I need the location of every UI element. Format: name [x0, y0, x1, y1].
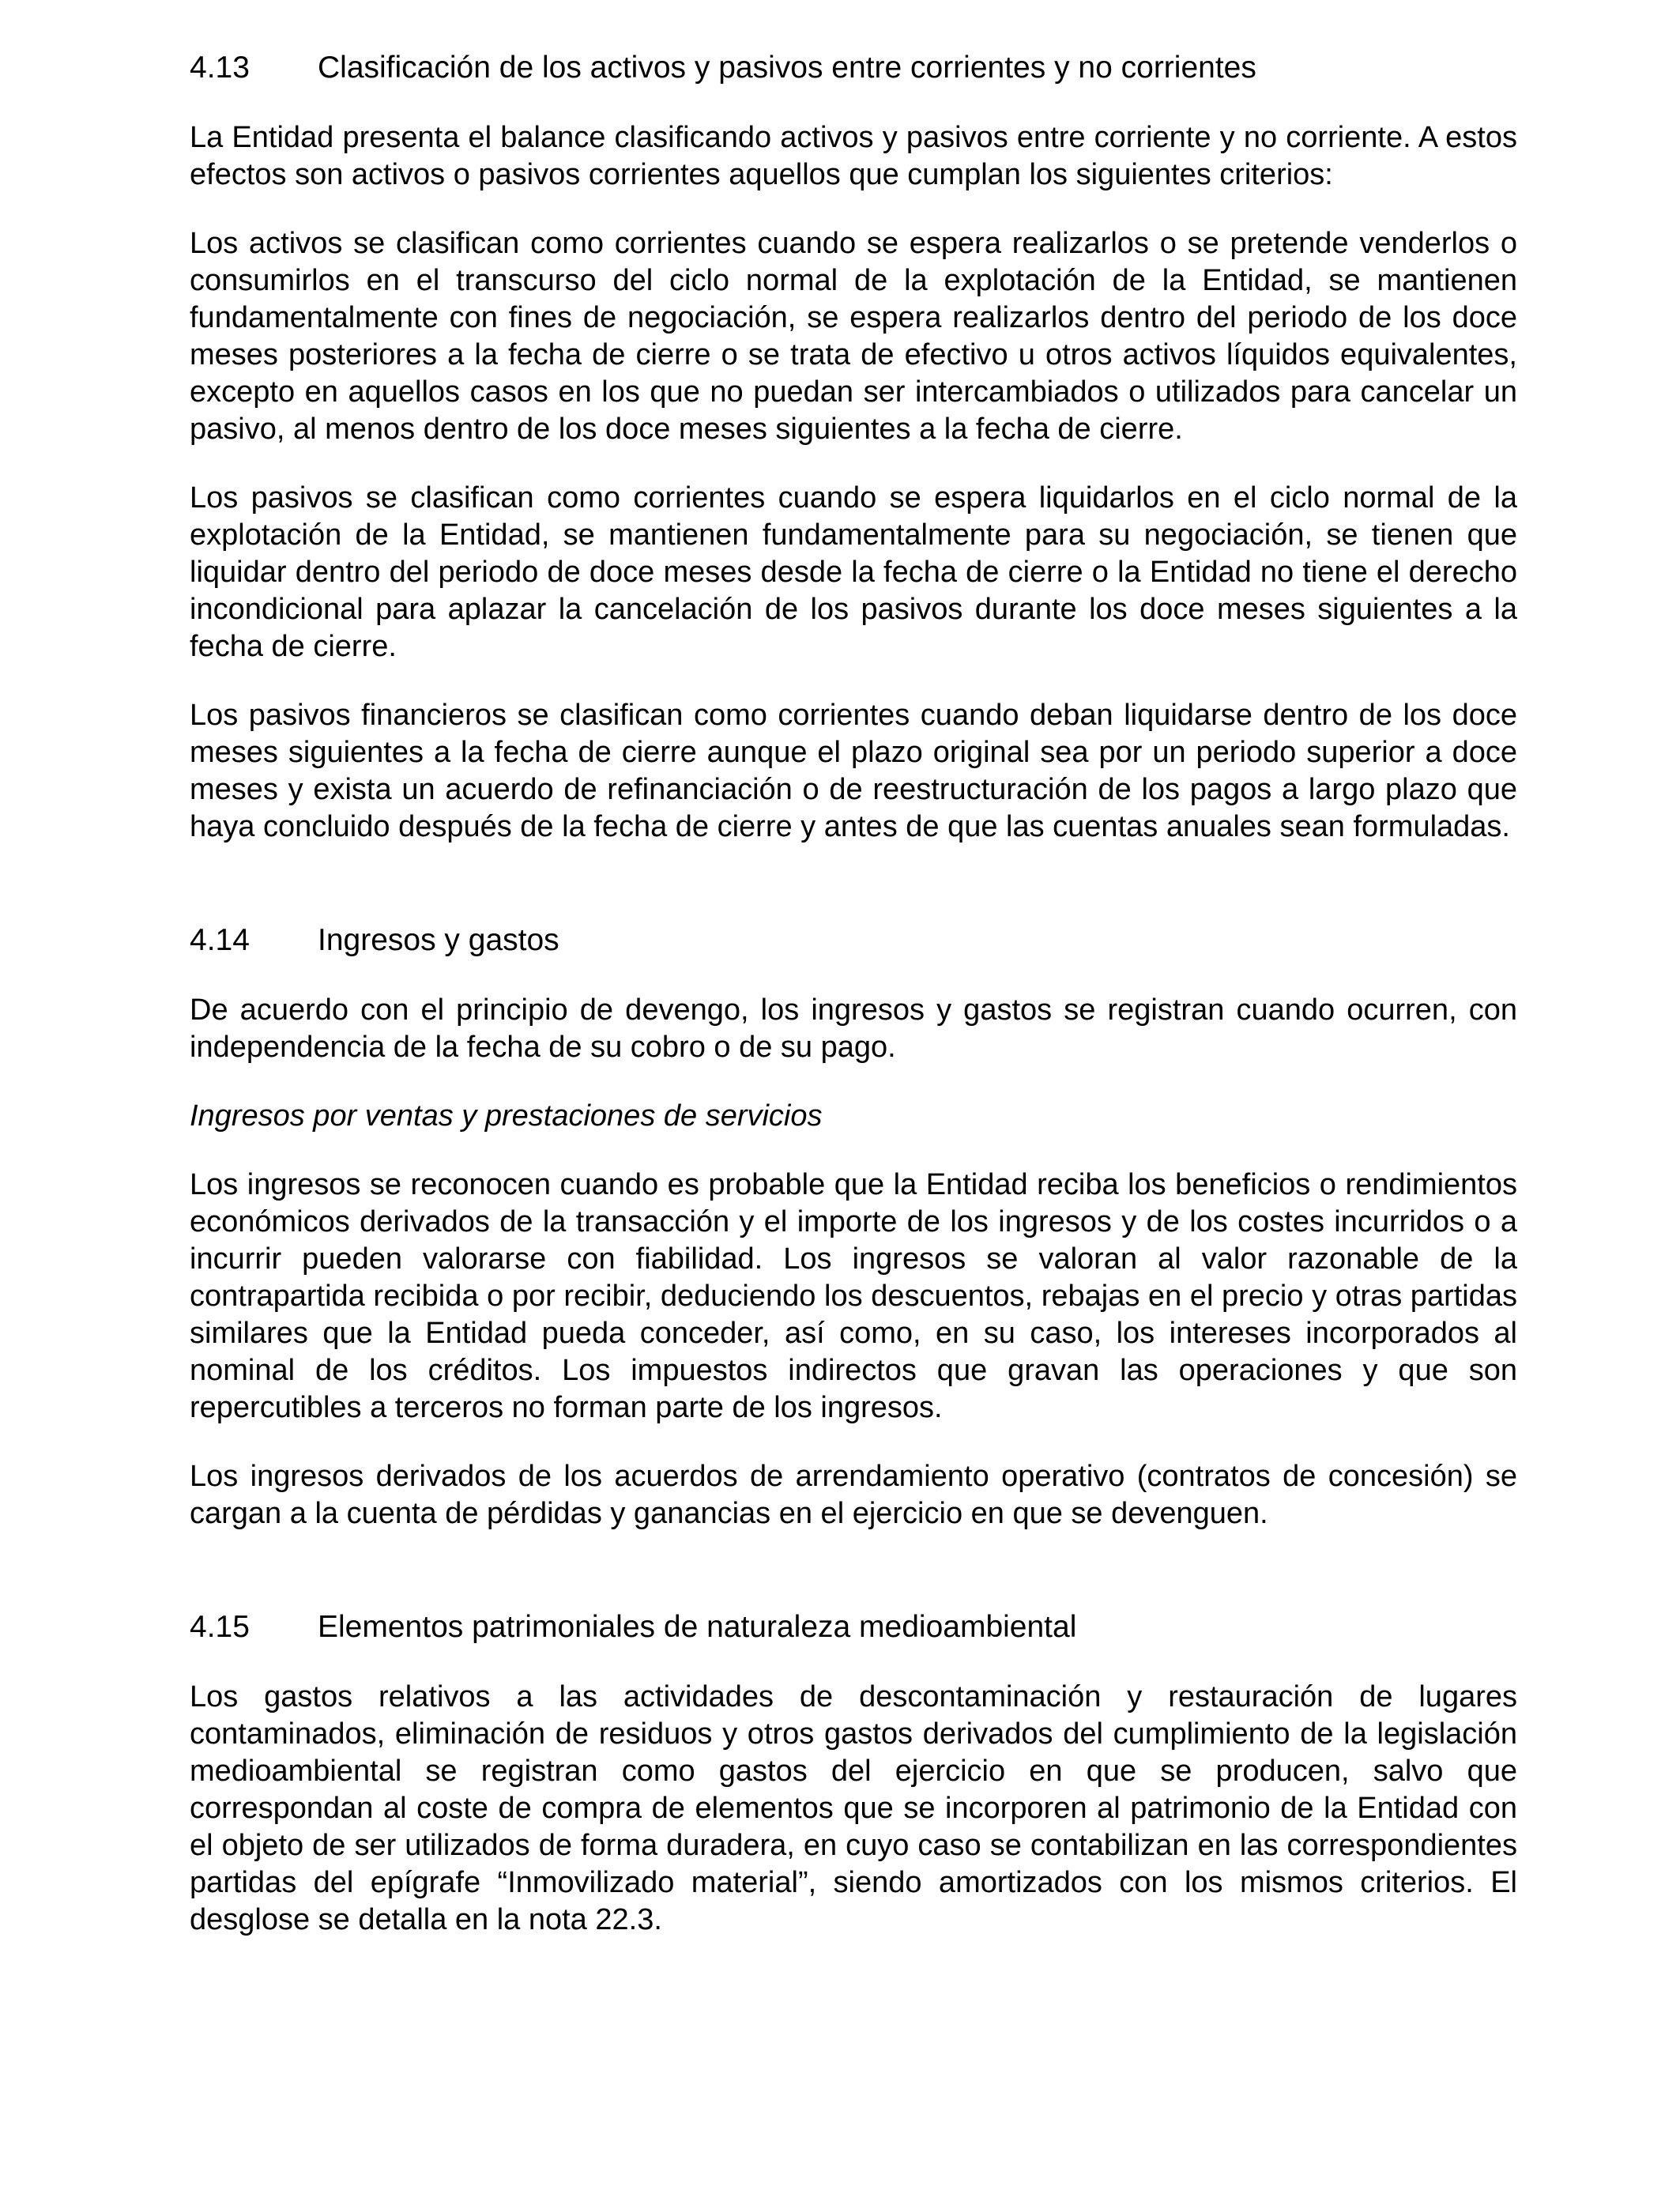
paragraph: Los pasivos se clasifican como corrientes cuando se espera liquidarlos en el ciclo normal de la explotación de la Entidad, se mantienen fundamentalmente para su negociación, se tienen que liquidar dentro del periodo de doce meses desde la fecha de cierre o la Entidad no tiene el derecho incondicional para aplazar la cancelación de los pasivos durante los doce meses siguientes a la fecha de cierre.	[190, 481, 1517, 663]
paragraph: Los ingresos se reconocen cuando es probable que la Entidad reciba los beneficios o rendimientos económicos derivados de la transacción y el importe de los ingresos y de los costes incurridos o a incurrir pueden valorarse con fiabilidad. Los ingresos se valoran al valor razonable de la contrapartida recibida o por recibir, deduciendo los descuentos, rebajas en el precio y otras partidas similares que la Entidad pueda conceder, así como, en su caso, los intereses incorporados al nominal de los créditos. Los impuestos indirectos que gravan las operaciones y que son repercutibles a terceros no forman parte de los ingresos.	[190, 1168, 1517, 1424]
section-4-15-heading	[190, 1608, 1517, 1646]
paragraph: La Entidad presenta el balance clasificando activos y pasivos entre corriente y no corriente. A estos efectos son activos o pasivos corrientes aquellos que cumplan los siguientes criterios:	[190, 121, 1517, 191]
section-title: Ingresos y gastos	[318, 923, 559, 957]
paragraph: Los activos se clasifican como corrientes cuando se espera realizarlos o se pretende venderlos o consumirlos en el transcurso del ciclo normal de la explotación de la Entidad, se mantienen fundamentalmente con fines de negociación, se espera realizarlos dentro del periodo de los doce meses posteriores a la fecha de cierre o se trata de efectivo u otros activos líquidos equivalentes, excepto en aquellos casos en los que no puedan ser intercambiados o utilizados para cancelar un pasivo, al menos dentro de los doce meses siguientes a la fecha de cierre.	[190, 227, 1517, 446]
paragraph: Los gastos relativos a las actividades de descontaminación y restauración de lugares contaminados, eliminación de residuos y otros gastos derivados del cumplimiento de la legislación medioambiental se registran como gastos del ejercicio en que se producen, salvo que correspondan al coste de compra de elementos que se incorporen al patrimonio de la Entidad con el objeto de ser utilizados de forma duradera, en cuyo caso se contabilizan en las correspondientes partidas del epígrafe “Inmovilizado material”, siendo amortizados con los mismos criterios. El desglose se detalla en la nota 22.3.	[190, 1680, 1517, 1936]
section-4-14	[190, 922, 1517, 1532]
section-number: 4.14	[190, 923, 250, 957]
section-number: 4.13	[190, 51, 250, 85]
section-4-13	[190, 49, 1517, 846]
section-4-14-heading	[190, 922, 1517, 959]
paragraph: Los pasivos financieros se clasifican como corrientes cuando deban liquidarse dentro de los doce meses siguientes a la fecha de cierre aunque el plazo original sea por un periodo superior a doce meses y exista un acuerdo de refinanciación o de reestructuración de los pagos a largo plazo que haya concluido después de la fecha de cierre y antes de que las cuentas anuales sean formuladas.	[190, 699, 1517, 843]
paragraph: De acuerdo con el principio de devengo, los ingresos y gastos se registran cuando ocurren, con independencia de la fecha de su cobro o de su pago.	[190, 993, 1517, 1064]
section-title: Elementos patrimoniales de naturaleza medioambiental	[318, 1610, 1077, 1644]
section-4-13-heading	[190, 49, 1517, 86]
section-number: 4.15	[190, 1610, 250, 1644]
subsection-heading-italic: Ingresos por ventas y prestaciones de servicios	[190, 1099, 823, 1133]
paragraph: Los ingresos derivados de los acuerdos de arrendamiento operativo (contratos de concesión) se cargan a la cuenta de pérdidas y ganancias en el ejercicio en que se devenguen.	[190, 1460, 1517, 1530]
section-title: Clasificación de los activos y pasivos entre corrientes y no corrientes	[318, 51, 1256, 85]
section-4-15	[190, 1608, 1517, 1939]
